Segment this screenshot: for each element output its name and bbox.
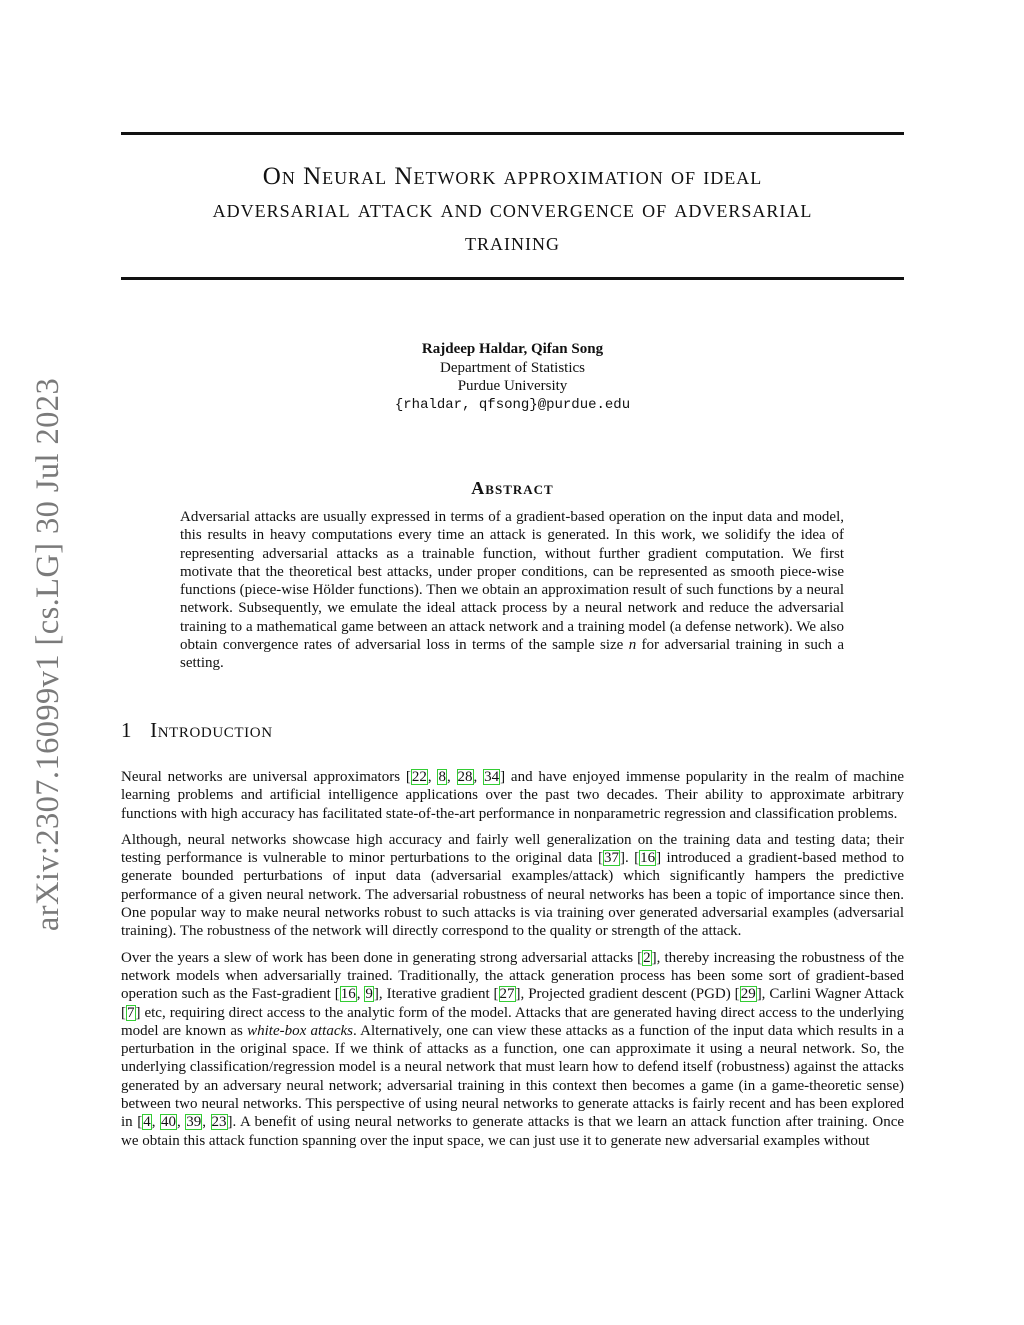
text-run: Although, neural networks showcase high accuracy and fairly well generalization on the training data and testing data; their testing performance is vulnerable to minor perturbations to the original data [ <box>121 831 904 867</box>
title-line-2: adversarial attack and convergence of adversarial <box>212 196 813 223</box>
citation-link[interactable]: 27 <box>499 986 515 1003</box>
paragraph-1: Neural networks are universal approximators [22, 8, 28, 34] and have enjoyed immense popularity in the realm of machine learning problems and artificial intelligence applications over the past two decades. Their ability to approximate arbitrary functions with high accuracy has facilitated state-of-the-art performance in nonparametric regression and classification problems. <box>121 769 905 822</box>
text-run: Neural networks are universal approximators [ <box>121 769 411 785</box>
citation-link[interactable]: 39 <box>186 1114 202 1131</box>
citation-link[interactable]: 22 <box>411 769 427 785</box>
text-run: ] etc, requiring direct access to the analytic form of the model. Attacks that are generated having direct access to the underlying model are known as <box>121 1004 904 1039</box>
author-university: Purdue University <box>457 378 568 394</box>
author-names: Rajdeep Haldar, Qifan Song <box>421 341 604 357</box>
abstract-body: Adversarial attacks are usually expressed in terms of a gradient-based operation on the input data and model, this results in heavy computations every time an attack is generated. In this work, we solidify the idea of representing adversarial attacks as a trainable function, without further gradient computation. We first motivate that the theoretical best attacks, under proper conditions, can be represented as smooth piece-wise functions (piece-wise Hölder functions). Then we obtain an approximation result of such functions by a neural network. Subsequently, we emulate the ideal attack process by a neural network and reduce the adversarial training to a mathematical game between an attack network and a training model (a defense network). We also obtain convergence rates of adversarial loss in terms of the sample size <box>180 509 844 654</box>
paper-title <box>121 160 904 259</box>
title-line-3: training <box>465 229 560 256</box>
citation-link[interactable]: 4 <box>143 1114 151 1131</box>
section-number: 1 <box>121 718 133 742</box>
paragraph-2 <box>121 831 904 941</box>
text-run: ], thereby increasing the robustness of the network models when adversarially trained. Traditionally, the attack generation process has been some sort of gradient-based operation such as the Fast-gradient [ <box>121 949 904 1003</box>
title-bottom-rule <box>121 277 904 280</box>
text-run: ]. [ <box>619 850 640 867</box>
citation-link[interactable]: 16 <box>340 986 356 1003</box>
abstract-heading: Abstract <box>471 478 554 498</box>
citation-link[interactable]: 16 <box>640 850 656 867</box>
citation-link[interactable]: 29 <box>740 986 756 1003</box>
title-top-rule <box>121 132 904 135</box>
citation-link[interactable]: 28 <box>457 769 473 785</box>
text-run: ]. A benefit of using neural networks to generate attacks is that we learn an attack function after training. Once we obtain this attack function spanning over the input space, we can just use it to generate new adversarial examples without <box>121 1114 905 1149</box>
arxiv-identifier: arXiv:2307.16099v1 [cs.LG] 30 Jul 2023 <box>30 377 67 931</box>
citation-link[interactable]: 9 <box>365 986 373 1003</box>
arxiv-side-label <box>26 368 72 940</box>
introduction-body <box>121 768 904 1158</box>
text-run: ], Iterative gradient [ <box>373 986 499 1003</box>
text-run: ] introduced a gradient-based method to generate bounded perturbations of input data (adversarial examples/attack) which significantly hampers the predictive performance of a given neural network. The adversarial robustness of neural networks has been a topic of importance since then. One popular way to make neural networks robust to such attacks is via training over generated adversarial examples (adversarial training). The robustness of the network will directly correspond to the quality or strength of the attack. <box>121 850 904 940</box>
citation-link[interactable]: 2 <box>643 949 651 966</box>
citation-link[interactable]: 40 <box>160 1114 176 1131</box>
abstract-text <box>180 508 844 673</box>
sample-size-symbol: n <box>628 637 637 654</box>
title-line-1: On Neural Network approximation of ideal <box>262 163 763 190</box>
section-heading <box>121 718 621 743</box>
text-run: Over the years a slew of work has been done in generating strong adversarial attacks [ <box>121 949 643 966</box>
text-run: ] and have enjoyed immense popularity in the realm of machine learning problems and artificial intelligence applications over the past two decades. Their ability to approximate arbitrary functions with high accuracy has facilitated state-of-the-art performance in nonparametric regression and classification problems. <box>121 769 905 822</box>
text-run: . Alternatively, one can view these attacks as a function of the input data which results in a perturbation in the original space. If we think of attacks as a function, one can approximate it using a neural network. So, the underlying classification/regression model is a neural network that must learn how to defend itself (robustness) against the attacks generated by an adversary neural network; adversarial training in this context then becomes a game (in a game-theoretic sense) between two neural networks. This perspective of using neural networks to generate attacks is fairly recent and has been explored in [ <box>121 1022 905 1131</box>
author-email[interactable]: {rhaldar, qfsong}@purdue.edu <box>394 396 631 413</box>
abstract-body-end: for adversarial training in such a setting. <box>180 637 845 672</box>
author-department: Department of Statistics <box>440 359 585 376</box>
citation-link[interactable]: 23 <box>211 1114 227 1131</box>
text-run: ], Carlini Wagner Attack [ <box>121 986 905 1021</box>
citation-link[interactable]: 37 <box>603 850 619 867</box>
author-block <box>121 340 904 414</box>
text-run: ], Projected gradient descent (PGD) [ <box>515 986 740 1003</box>
paragraph-3: Over the years a slew of work has been done in generating strong adversarial attacks [2], thereby increasing the robustness of the network models when adversarially trained. Traditionally, the attack generation process has been some sort of gradient-based operation such as the Fast-gradient [16, 9], Iterative gradient [27], Projected gradient descent (PGD) [29], Carlini Wagner Attack [7] etc, requiring direct access to the analytic form of the model. Attacks that are generated having direct access to the underlying model are known as white-box attacks. Alternatively, one can view these attacks as a function of the input data which results in a perturbation in the original space. If we think of attacks as a function, one can approximate it using a neural network. So, the underlying classification/regression model is a neural network that must learn how to defend itself (robustness) against the attacks generated by an adversary neural network; adversarial training in this context then becomes a game (in a game-theoretic sense) between two neural networks. This perspective of using neural networks to generate attacks is fairly recent and has been explored in [4, 40, 39, 23]. A benefit of using neural networks to generate attacks is that we learn an attack function after training. Once we obtain this attack function spanning over the input space, we can just use it to generate new adversarial examples without <box>121 949 905 1149</box>
citation-link[interactable]: 8 <box>438 769 446 785</box>
emphasized-term: white-box attacks <box>247 1022 354 1039</box>
citation-link[interactable]: 34 <box>484 769 500 785</box>
citation-link[interactable]: 7 <box>127 1004 135 1021</box>
section-title: Introduction <box>150 718 273 742</box>
